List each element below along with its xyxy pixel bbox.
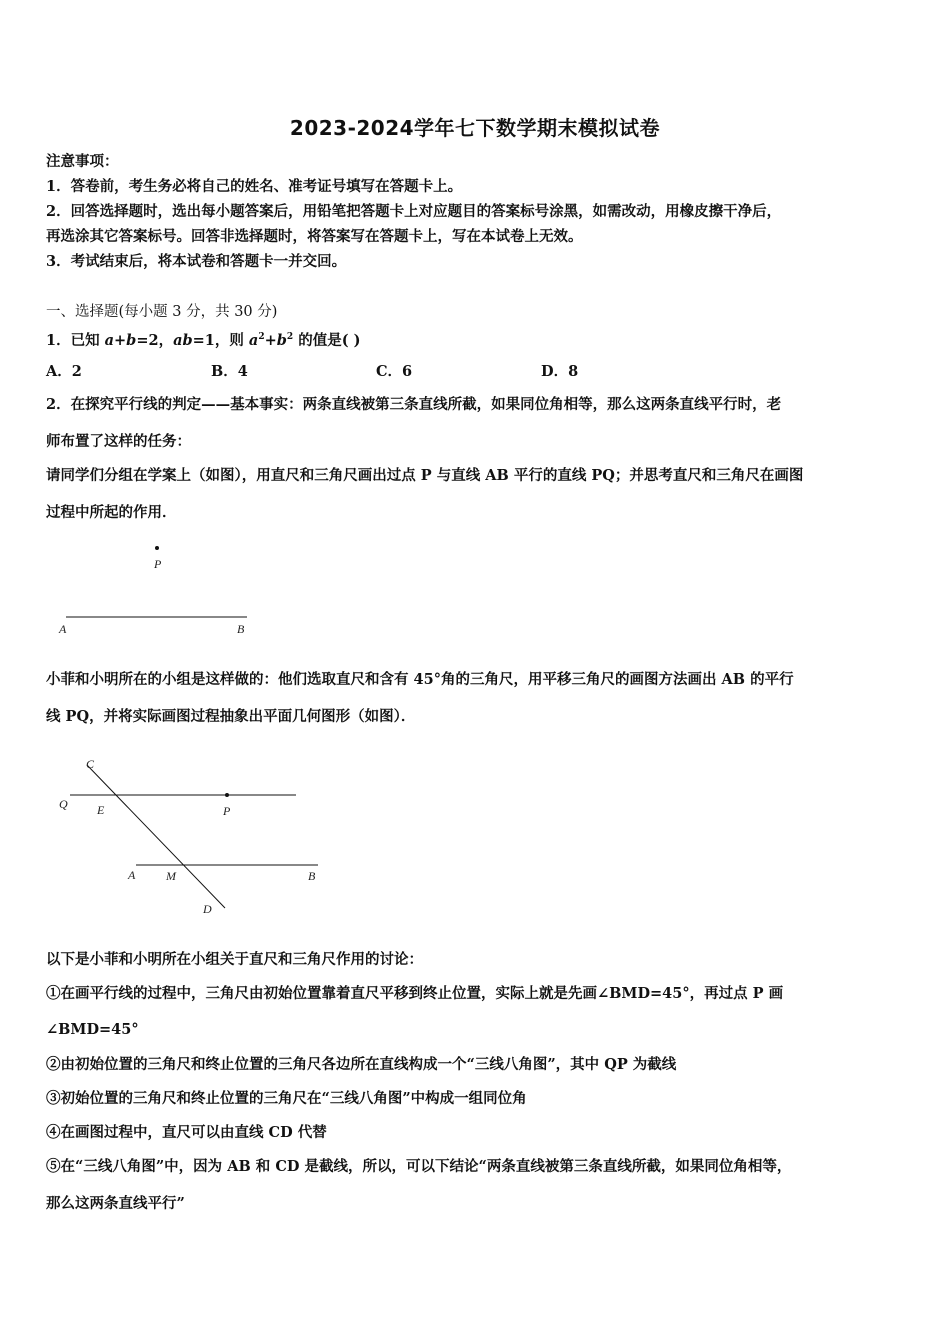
option-a[interactable]: A．2 (46, 363, 82, 380)
point-p-dot-2 (225, 793, 229, 797)
question-2-line-4: 过程中所起的作用． (46, 504, 177, 521)
notice-item-2-cont: 再选涂其它答案标号。回答非选择题时，将答案写在答题卡上，写在本试卷上无效。 (46, 228, 583, 245)
label-p-2: P (223, 804, 231, 818)
option-d[interactable]: D．8 (541, 363, 579, 380)
question-2-line-2: 师布置了这样的任务： (46, 433, 191, 450)
notice-heading: 注意事项： (46, 153, 119, 170)
label-e: E (97, 803, 105, 817)
discussion-item-1: ①在画平行线的过程中，三角尺由初始位置靠着直尺平移到终止位置，实际上就是先画∠BMD=45°，再过点 P 画 (46, 985, 784, 1002)
discussion-item-1-cont: ∠BMD=45° (46, 1021, 139, 1038)
label-a-2: A (128, 868, 136, 882)
discussion-item-5-cont: 那么这两条直线平行” (46, 1195, 185, 1212)
label-p: P (154, 557, 162, 571)
notice-item-2: 2．回答选择题时，选出每小题答案后，用铅笔把答题卡上对应题目的答案标号涂黑，如需改动，用橡皮擦干净后， (46, 203, 782, 220)
question-2-line-1: 2．在探究平行线的判定——基本事实：两条直线被第三条直线所截，如果同位角相等，那么这两条直线平行时，老 (46, 396, 782, 413)
label-q: Q (59, 797, 68, 811)
line-cd (87, 765, 225, 908)
exam-title: 2023-2024学年七下数学期末模拟试卷 (289, 116, 661, 140)
label-d: D (203, 902, 212, 916)
point-p-dot (155, 546, 159, 550)
question-1-stem: 1．已知 a+b=2，ab=1，则 $a^2+b^2$ 的值是( ) (46, 331, 361, 349)
section-heading: 一、选择题(每小题 3 分，共 30 分) (46, 304, 278, 320)
group-method-line-2: 线 PQ，并将实际画图过程抽象出平面几何图形（如图）． (46, 708, 416, 725)
discussion-item-2: ②由初始位置的三角尺和终止位置的三角尺各边所在直线构成一个“三线八角图”，其中 QP 为截线 (46, 1056, 677, 1073)
option-b[interactable]: B．4 (211, 363, 248, 380)
group-method-line-1: 小菲和小明所在的小组是这样做的：他们选取直尺和含有 45°角的三角尺，用平移三角尺的画图方法画出 AB 的平行 (46, 671, 794, 688)
label-b: B (237, 622, 245, 636)
discussion-item-5: ⑤在“三线八角图”中，因为 AB 和 CD 是截线，所以，可以下结论“两条直线被第三条直线所截，如果同位角相等， (46, 1158, 792, 1175)
discussion-intro: 以下是小菲和小明所在小组关于直尺和三角尺作用的讨论： (46, 951, 423, 968)
notice-item-3: 3．考试结束后，将本试卷和答题卡一并交回。 (46, 253, 347, 270)
notice-item-1: 1．答卷前，考生务必将自己的姓名、准考证号填写在答题卡上。 (46, 178, 463, 195)
discussion-item-4: ④在画图过程中，直尺可以由直线 CD 代替 (46, 1124, 327, 1141)
question-2-line-3: 请同学们分组在学案上（如图），用直尺和三角尺画出过点 P 与直线 AB 平行的直线 PQ；并思考直尺和三角尺在画图 (46, 467, 804, 484)
figure-2 (50, 750, 330, 920)
label-m: M (166, 869, 176, 883)
figure-1 (40, 535, 280, 645)
option-c[interactable]: C．6 (376, 363, 413, 380)
label-b-2: B (308, 869, 316, 883)
label-c: C (86, 757, 95, 771)
label-a: A (59, 622, 67, 636)
discussion-item-3: ③初始位置的三角尺和终止位置的三角尺在“三线八角图”中构成一组同位角 (46, 1090, 527, 1107)
